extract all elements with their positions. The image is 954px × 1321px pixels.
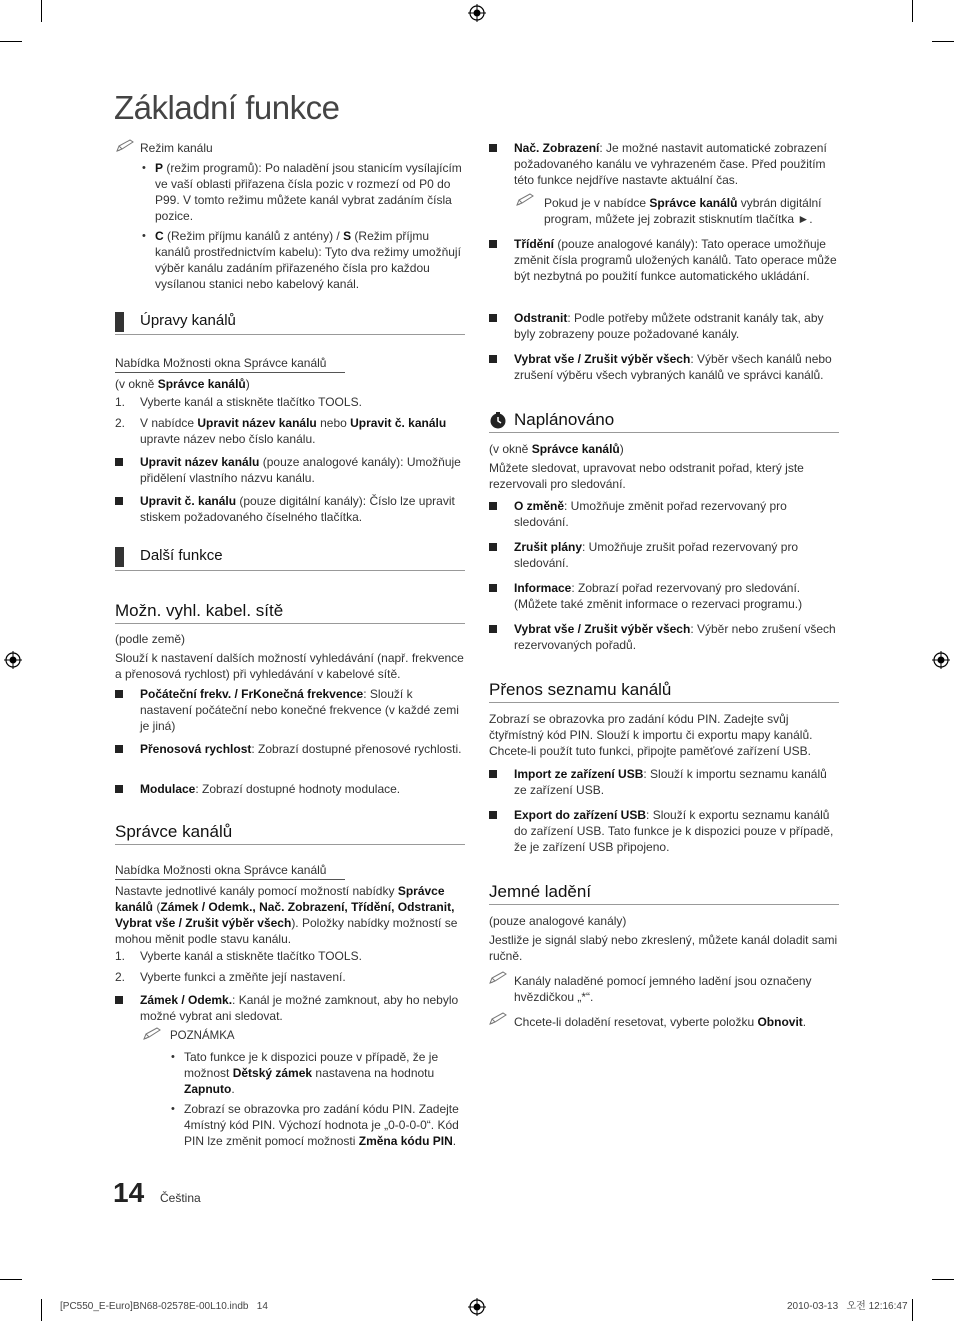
bullet-text: Zrušit plány: Umožňuje zrušit pořad rezervovaný pro sledování. xyxy=(514,540,799,570)
note-pencil-icon xyxy=(143,1027,163,1041)
step-number: 1. xyxy=(115,949,126,963)
section-desc: Slouží k nastavení dalších možností vyhledávání (např. frekvence a přenosová rychlost) při vyhledávání v kabelové sítě. xyxy=(115,651,464,681)
subsection-bar xyxy=(115,312,124,332)
menu-path-underline xyxy=(115,879,345,880)
square-bullet-icon xyxy=(115,497,123,505)
bullet-text: Vybrat vše / Zrušit výběr všech: Výběr nebo zrušení všech rezervovaných pořadů. xyxy=(514,622,836,652)
square-bullet-icon xyxy=(489,502,497,510)
note-text: Kanály naladěné pomocí jemného ladění jsou označeny hvězdičkou „*“. xyxy=(514,974,812,1004)
menu-path: Nabídka Možnosti okna Správce kanálů xyxy=(115,356,327,370)
square-bullet-icon xyxy=(115,745,123,753)
context-text: (v okně Správce kanálů) xyxy=(489,442,624,456)
bullet-text: Informace: Zobrazí pořad rezervovaný pro sledování. (Můžete také změnit informace o rezervaci programu.) xyxy=(514,581,803,611)
note-item: Zobrazí se obrazovka pro zadání kódu PIN. Zadejte 4místný kód PIN. Výchozí hodnota je „0-0-0-0“. Kód PIN lze změnit pomocí možnosti Změna kódu PIN. xyxy=(184,1102,459,1148)
bullet-dot: • xyxy=(142,162,146,174)
step-text: Vyberte funkci a změňte její nastavení. xyxy=(140,970,346,984)
bullet-text: P (režim programů): Po naladění jsou stanicím vysílajícím ve vaší oblasti přiřazena čísla pozic v rozmezí od P0 do P99. V tomto režimu můžete kanál vybrat zadáním čísla pozice. xyxy=(155,161,462,223)
crop-mark xyxy=(932,41,954,42)
note-pencil-icon xyxy=(489,971,509,985)
bullet-text: Zámek / Odemk.: Kanál je možné zamknout, aby ho nebylo možné vybrat ani sledovat. xyxy=(140,993,459,1023)
divider xyxy=(115,623,465,624)
divider xyxy=(115,570,465,571)
crop-mark xyxy=(0,1279,22,1280)
note-item: Tato funkce je k dispozici pouze v případě, že je možnost Dětský zámek nastavena na hodnotu Zapnuto. xyxy=(184,1050,439,1096)
square-bullet-icon xyxy=(489,144,497,152)
section-title: Správce kanálů xyxy=(115,822,233,841)
note-text: Chcete-li doladění resetovat, vyberte položku Obnovit. xyxy=(514,1015,807,1029)
step-text: Vyberte kanál a stiskněte tlačítko TOOLS. xyxy=(140,949,362,963)
menu-path: Nabídka Možnosti okna Správce kanálů xyxy=(115,863,327,877)
bullet-text: Import ze zařízení USB: Slouží k importu seznamu kanálů ze zařízení USB. xyxy=(514,767,827,797)
step-text: V nabídce Upravit název kanálu nebo Upravit č. kanálu upravte název nebo číslo kanálu. xyxy=(140,416,447,446)
footer-timestamp: 2010-03-13 오전 12:16:47 xyxy=(787,1301,908,1312)
bullet-text: Přenosová rychlost: Zobrazí dostupné přenosové rychlosti. xyxy=(140,742,462,756)
note-text: Pokud je v nabídce Správce kanálů vybrán digitální program, můžete jej zobrazit stisknutím tlačítka ►. xyxy=(544,196,822,226)
square-bullet-icon xyxy=(115,458,123,466)
divider xyxy=(489,702,839,703)
bullet-text: Upravit č. kanálu (pouze digitální kanály): Číslo lze upravit stiskem požadovaného číselného tlačítka. xyxy=(140,494,455,524)
bullet-dot: • xyxy=(142,230,146,242)
bullet-text: Upravit název kanálu (pouze analogové kanály): Umožňuje přidělení vlastního názvu kanálu. xyxy=(140,455,461,485)
footer-file: [PC550_E-Euro]BN68-02578E-00L10.indb 14 xyxy=(60,1301,268,1312)
note-text: Režim kanálu xyxy=(140,141,213,155)
subsection-title: Úpravy kanálů xyxy=(140,312,236,329)
clock-icon xyxy=(489,411,507,429)
bullet-text: Odstranit: Podle potřeby můžete odstranit kanály tak, aby byly zobrazeny pouze požadované kanály. xyxy=(514,311,824,341)
divider xyxy=(489,432,839,433)
crop-mark xyxy=(0,41,22,42)
bullet-text: O změně: Umožňuje změnit pořad rezervovaný pro sledování. xyxy=(514,499,787,529)
bullet-dot: • xyxy=(171,1051,175,1063)
bullet-text: Nač. Zobrazení: Je možné nastavit automatické zobrazení požadovaného kanálu ve vyhrazeném čase. Před použitím této funkce nejdříve nastavte aktuální čas. xyxy=(514,141,827,187)
square-bullet-icon xyxy=(115,690,123,698)
step-text: Vyberte kanál a stiskněte tlačítko TOOLS. xyxy=(140,395,362,409)
bullet-text: Modulace: Zobrazí dostupné hodnoty modulace. xyxy=(140,782,401,796)
bullet-text: Vybrat vše / Zrušit výběr všech: Výběr všech kanálů nebo zrušení výběru všech vybraných kanálů ve správci kanálů. xyxy=(514,352,832,382)
context-text: (pouze analogové kanály) xyxy=(489,914,627,928)
square-bullet-icon xyxy=(489,314,497,322)
square-bullet-icon xyxy=(489,543,497,551)
bullet-text: C (Režim příjmu kanálů z antény) / S (Režim příjmu kanálů prostřednictvím kabelu): Tyto dva režimy umožňují výběr kanálu zadáním přiřazeného čísla pro každou vysílanou stanici nebo kabelový kanál. xyxy=(155,229,461,291)
square-bullet-icon xyxy=(115,996,123,1004)
square-bullet-icon xyxy=(489,240,497,248)
section-desc: Jestliže je signál slabý nebo zkreslený, můžete kanál doladit sami ručně. xyxy=(489,933,838,963)
bullet-text: Export do zařízení USB: Slouží k exportu seznamu kanálů do zařízení USB. Tato funkce je k dispozici pouze v případě, že je zařízení USB připojeno. xyxy=(514,808,834,854)
square-bullet-icon xyxy=(489,355,497,363)
divider xyxy=(115,334,465,335)
bullet-text: Počáteční frekv. / FrKonečná frekvence: Slouží k nastavení počáteční nebo konečné frekvence (v každé zemi je jiná) xyxy=(140,687,459,733)
bullet-dot: • xyxy=(171,1103,175,1115)
page-number: 14 xyxy=(113,1177,145,1208)
section-title: Možn. vyhl. kabel. sítě xyxy=(115,601,284,620)
square-bullet-icon xyxy=(489,811,497,819)
section-desc: Zobrazí se obrazovka pro zadání kódu PIN. Zadejte svůj čtyřmístný kód PIN. Slouží k importu či exportu mapy kanálů. Chcete-li použít tuto funkci, připojte paměťové zařízení USB. xyxy=(489,712,813,758)
square-bullet-icon xyxy=(489,584,497,592)
menu-path-underline xyxy=(115,372,345,373)
step-number: 1. xyxy=(115,395,126,409)
divider xyxy=(115,844,465,845)
crop-mark xyxy=(932,1279,954,1280)
square-bullet-icon xyxy=(489,625,497,633)
crop-mark xyxy=(41,0,42,22)
section-title: Jemné ladění xyxy=(489,882,592,901)
step-number: 2. xyxy=(115,970,126,984)
crop-mark xyxy=(912,1299,913,1321)
square-bullet-icon xyxy=(115,785,123,793)
registration-mark-icon xyxy=(468,4,486,22)
subsection-bar xyxy=(115,547,124,567)
crop-mark xyxy=(41,1299,42,1321)
square-bullet-icon xyxy=(489,770,497,778)
section-title: Naplánováno xyxy=(514,410,615,429)
registration-mark-icon xyxy=(4,651,22,669)
note-pencil-icon xyxy=(516,193,536,207)
registration-mark-icon xyxy=(932,651,950,669)
crop-mark xyxy=(912,0,913,22)
context-text: (podle země) xyxy=(115,632,186,646)
step-number: 2. xyxy=(115,416,126,430)
note-pencil-icon xyxy=(116,139,136,153)
note-label: POZNÁMKA xyxy=(170,1030,235,1042)
divider xyxy=(489,904,839,905)
section-desc: Můžete sledovat, upravovat nebo odstranit pořad, který jste rezervovali pro sledování. xyxy=(489,461,804,491)
section-title: Přenos seznamu kanálů xyxy=(489,680,672,699)
registration-mark-icon xyxy=(468,1298,486,1316)
page-title: Základní funkce xyxy=(114,89,340,126)
note-pencil-icon xyxy=(489,1012,509,1026)
context-text: (v okně Správce kanálů) xyxy=(115,377,250,391)
page-language: Čeština xyxy=(160,1191,201,1205)
bullet-text: Třídění (pouze analogové kanály): Tato operace umožňuje změnit čísla programů uložených kanálů. Tato operace může být nezbytná po použití funkce automatického ukládání. xyxy=(514,237,837,283)
subsection-title: Další funkce xyxy=(140,547,223,564)
section-desc: Nastavte jednotlivé kanály pomocí možností nabídky Správce kanálů (Zámek / Odemk., Nač. Zobrazení, Třídění, Odstranit, Vybrat vše / Zrušit výběr všech). Položky nabídky možností se mohou měnit podle stavu kanálu. xyxy=(115,884,458,946)
